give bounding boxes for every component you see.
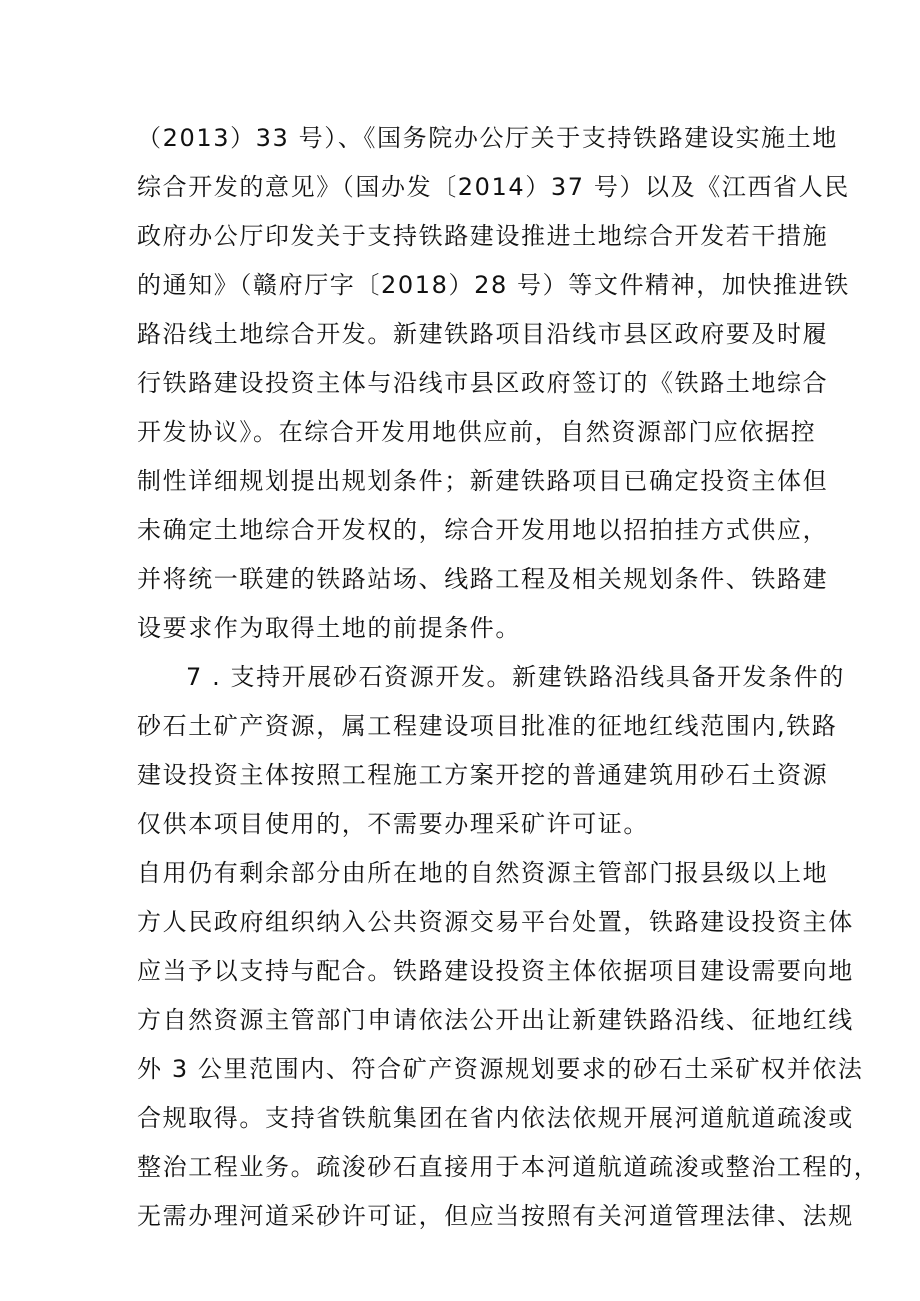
- text-line: 设要求作为取得土地的前提条件。: [137, 614, 521, 642]
- text-line: 自用仍有剩余部分由所在地的自然资源主管部门报县级以上地: [137, 859, 829, 887]
- text-line: 政府办公厅印发关于支持铁路建设推进土地综合开发若干措施: [137, 222, 829, 250]
- text-line: 制性详细规划提出规划条件；新建铁路项目已确定投资主体但: [137, 467, 829, 495]
- text-line: 外 3 公里范围内、符合矿产资源规划要求的砂石土采矿权并依法: [137, 1055, 864, 1083]
- text-line: 未确定土地综合开发权的，综合开发用地以招拍挂方式供应，: [137, 516, 829, 544]
- text-line: 建设投资主体按照工程施工方案开挖的普通建筑用砂石土资源: [137, 761, 829, 789]
- text-line: 行铁路建设投资主体与沿线市县区政府签订的《铁路土地综合: [137, 369, 829, 397]
- text-line: 并将统一联建的铁路站场、线路工程及相关规划条件、铁路建: [137, 565, 829, 593]
- text-line: 开发协议》。在综合开发用地供应前，自然资源部门应依据控: [137, 418, 817, 446]
- text-line: 整治工程业务。疏浚砂石直接用于本河道航道疏浚或整治工程的，: [137, 1153, 880, 1181]
- text-line: 砂石土矿产资源，属工程建设项目批准的征地红线范围内,铁路: [137, 712, 838, 740]
- text-line: 7 . 支持开展砂石资源开发。新建铁路沿线具备开发条件的: [186, 663, 845, 691]
- text-line: 方自然资源主管部门申请依法公开出让新建铁路沿线、征地红线: [137, 1006, 854, 1034]
- text-line: 综合开发的意见》（国办发〔2014）37 号）以及《江西省人民: [137, 173, 850, 201]
- text-line: 路沿线土地综合开发。新建铁路项目沿线市县区政府要及时履: [137, 320, 829, 348]
- text-line: （2013）33 号）、《国务院办公厅关于支持铁路建设实施土地: [137, 124, 838, 152]
- text-line: 合规取得。支持省铁航集团在省内依法依规开展河道航道疏浚或: [137, 1104, 854, 1132]
- text-line: 无需办理河道采砂许可证，但应当按照有关河道管理法律、法规: [137, 1202, 854, 1230]
- text-line: 的通知》（赣府厅字〔2018）28 号）等文件精神，加快推进铁: [137, 271, 850, 299]
- text-line: 仅供本项目使用的，不需要办理采矿许可证。: [137, 810, 649, 838]
- text-line: 方人民政府组织纳入公共资源交易平台处置，铁路建设投资主体: [137, 908, 854, 936]
- text-line: 应当予以支持与配合。铁路建设投资主体依据项目建设需要向地: [137, 957, 854, 985]
